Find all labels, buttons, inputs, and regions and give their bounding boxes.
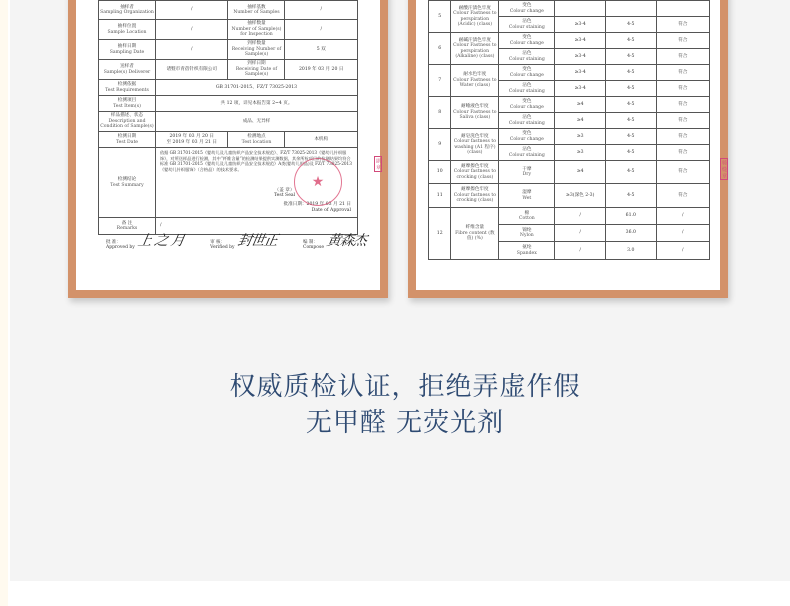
sub-item-en: Colour change [509,72,544,78]
handwritten-signature: 黄森杰 [325,233,368,249]
requirement: ≥4 [555,113,606,129]
left-edge-strip [0,0,8,606]
field-label: 检测地点 [247,134,266,140]
verdict: 符合 [656,49,709,65]
table-row [99,1,358,20]
requirement [555,1,606,17]
table-row [429,97,710,113]
result: 4-5 [606,65,657,81]
item-name-en: Colour Fastness to Water (class) [453,77,497,89]
sub-item: 沾色 [522,51,532,57]
sub-item: 变色 [522,67,532,73]
field-label: 抽样者 [120,4,134,10]
test-results-table [428,0,710,260]
item-name: 耐皂洗色牢度 [461,133,489,139]
item-name-en: Colour Fastness to perspiration (Acidic) (class) [453,11,497,27]
requirement: ≥3(深色 2-3) [555,184,606,208]
result: 4-5 [606,81,657,97]
field-label-en: Sampling Date [109,49,145,55]
test-date-to: 2019 年 03 月 21 日 [172,139,217,145]
requirement: ≥3 [555,145,606,161]
result: 4-5 [606,184,657,208]
item-name: 耐酸汗渍色牢度 [458,5,491,11]
field-label-en: Receiving Date of Sample(s) [235,66,278,78]
verdict [656,1,709,17]
verdict: 符合 [656,161,709,184]
result: 61.0 [606,208,657,225]
verdict: / [656,208,709,225]
sub-item: 氨纶 [522,245,532,251]
signature-compose [303,230,366,250]
certificate-showcase [10,0,790,581]
item-number: 6 [429,33,451,65]
requirement: ≥3-4 [555,81,606,97]
field-label: 样品描述、状态 [110,113,144,119]
sub-item-en: Colour change [509,104,544,110]
result: 4-5 [606,33,657,49]
field-label-en: Receiving Number of Sample(s) [231,46,282,58]
field-label-en: Test Item(s) [113,103,141,109]
field-label: 检测依据 [117,82,137,88]
table-row [99,40,358,60]
item-number: 9 [429,129,451,161]
item-name: 耐摩擦色牢度 [461,163,489,169]
field-label-en: Test Summary [110,182,144,188]
handwritten-signature: 上 之 月 [136,233,185,249]
sub-item: 湿摩 [522,190,532,196]
field-label: 抽样位置 [117,24,137,30]
table-row [429,161,710,184]
field-label: 检测结论 [117,177,137,183]
signature-label-en: Approved by [106,245,135,250]
result [606,1,657,17]
sub-item-en: Colour staining [508,88,545,94]
verdict: 符合 [656,184,709,208]
field-label: 抽样数量 [247,21,266,27]
approval-date: 批准日期：2019 年 03 月 21 日 [283,202,351,208]
item-name-en: Colour Fastness to Saliva (class) [453,109,497,121]
official-seal-icon: ★ [294,158,342,206]
table-row [99,20,358,40]
sub-item: 变色 [522,35,532,41]
field-label: 送样者 [120,64,134,70]
item-name-en: Colour Fastness to perspiration (Alkaline) (class) [453,43,497,59]
item-name-en: Colour fastness to washing (A1 程序) (class) [453,139,496,155]
sub-item-en: Spandex [516,250,537,256]
summary-text: 依据 GB 31701-2015《婴幼儿及儿童纺织产品安全技术规范》、FZ/T 73025-2013《婴幼儿针织服饰》，对所送样品进行检测，其中“纤维含量”的检测结果提供实测数据，其余所检项目的检测结果均符合标准 GB 31701-2015《婴幼儿及儿童纺织产品安全技术规范》A类(婴幼儿用品)及 FZ/T 73025-2013《婴幼儿针织服饰》（合格品）的技术要求。 [159,150,352,172]
field-label-en: Sample Location [107,29,147,35]
field-value: / [155,20,228,40]
signature-block [106,230,366,250]
field-label-en: Number of Sample(s) for Inspection [231,26,282,38]
field-label: 抽样基数 [247,4,266,10]
sub-item: 沾色 [522,19,532,25]
item-number: 11 [429,184,451,208]
field-label-en: Sample(s) Deliverer [103,69,151,75]
table-row [429,65,710,81]
field-label: 检测项目 [117,98,137,104]
field-value: 成品、无异样 [155,112,357,132]
verdict: 符合 [656,129,709,145]
result: 4-5 [606,113,657,129]
sub-item-en: Colour change [509,136,544,142]
field-label-en: Remarks [116,226,138,231]
item-name: 耐摩擦色牢度 [461,187,489,193]
result: 4-5 [606,17,657,33]
item-number: 12 [429,208,451,260]
sub-item: 变色 [522,99,532,105]
field-label-en: Test Date [115,139,139,145]
requirement: / [555,225,606,242]
field-label-en: Description and Condition of Sample(s) [100,118,154,130]
item-name-en: Colour fastness to crocking (class) [453,169,496,180]
sub-item-en: Colour staining [508,152,545,158]
field-label: 到样数量 [247,41,266,47]
result: 4-5 [606,161,657,184]
requirement: ≥3 [555,129,606,145]
sub-item: 干摩 [522,166,532,172]
verdict: 符合 [656,33,709,49]
table-row [99,132,358,148]
item-number: 8 [429,97,451,129]
field-label-en: Test Requirements [105,87,149,93]
table-row [429,129,710,145]
test-date-to-prefix: 至 [166,139,172,145]
verdict: 符合 [656,17,709,33]
signature-label: 审 核： [210,240,226,245]
table-row [99,60,358,80]
item-number: 5 [429,1,451,33]
headline-line-2: 无甲醛 无荧光剂 [305,408,505,438]
requirement: ≥3-4 [555,49,606,65]
field-value: / [155,218,357,235]
sub-item: 锦纶 [522,227,532,233]
table-row [429,184,710,208]
field-label: 抽样日期 [117,44,137,50]
field-value: / [285,1,358,20]
verdict: 符合 [656,81,709,97]
sub-item-en: Cotton [518,216,535,221]
right-certificate-frame [408,0,728,298]
seal-label-en: Test Seal [273,193,296,199]
field-label: 检测日期 [117,134,137,140]
signature-label-en: Compose [303,245,324,250]
verdict: 符合 [656,113,709,129]
result: 4-5 [606,145,657,161]
item-name-en: Fibre content (数值) (%) [455,230,495,242]
item-name: 耐唾液色牢度 [461,104,489,110]
field-value: 诸暨市青蓓针织有限公司 [155,60,228,80]
left-certificate-frame [68,0,388,298]
field-value: GB 31701-2015、FZ/T 73025-2013 [155,80,357,96]
signature-label-en: Verified by [210,245,235,250]
field-value: / [155,40,228,60]
sub-item: 沾色 [522,83,532,89]
seal-label: （盖 章） [274,188,295,193]
headline-line-1: 权威质检认证，拒绝弄虚作假 [229,372,581,402]
sub-item: 变色 [522,131,532,137]
table-row [99,96,358,112]
signature-verified [210,230,277,250]
sub-item-en: Nylon [519,233,534,238]
sub-item: 沾色 [522,147,532,153]
side-stamp: 骑 缝 章 [721,160,727,179]
field-label-en: Sampling Organization [100,10,154,15]
result: 3.0 [606,242,657,260]
sub-item: 棉 [524,210,530,216]
signature-label: 编 制： [303,240,318,245]
sub-item-en: Wet [522,195,532,201]
table-row [429,208,710,225]
requirement: ≥4 [555,161,606,184]
approval-date-en: Date of Approval [311,207,351,213]
field-label-en: Number of Samples [233,10,280,15]
result: 4-5 [606,49,657,65]
field-value: 共 12 项，详见本报告第 2~4 页。 [155,96,357,112]
sub-item-en: Colour staining [508,24,545,30]
sub-item-en: Colour change [509,8,544,14]
table-row [429,1,710,17]
handwritten-signature: 封世正 [236,233,278,249]
item-name: 耐碱汗渍色牢度 [458,37,491,43]
sub-item-en: Colour staining [508,56,545,62]
signature-approved [106,230,184,250]
sub-item: 沾色 [522,115,532,121]
requirement: / [555,208,606,225]
verdict: / [656,242,709,260]
item-name: 纤维含量 [465,225,485,231]
field-label-en: Test location [241,139,272,145]
signature-label: 批 准： [106,240,121,245]
result: 4-5 [606,129,657,145]
result: 4-5 [606,97,657,113]
table-row [99,80,358,96]
table-row [99,112,358,132]
sub-item-en: Colour staining [508,120,545,126]
table-row [429,33,710,49]
sub-item-en: Dry [522,172,532,177]
item-name-en: Colour fastness to crocking (class) [453,192,496,204]
side-stamp: 副 章 [375,158,381,170]
item-number: 10 [429,161,451,184]
sub-item: 变色 [522,3,532,9]
requirement: ≥4 [555,97,606,113]
requirement: ≥3-4 [555,65,606,81]
verdict: 符合 [656,145,709,161]
test-report-page-1 [76,0,380,290]
field-value: / [155,1,228,20]
test-date-from: 2019 年 03 月 20 日 [169,134,214,140]
field-label: 备 注 [121,220,133,226]
sub-item-en: Colour change [509,40,544,46]
field-label: 到样日期 [247,61,266,67]
result: 36.0 [606,225,657,242]
item-number: 7 [429,65,451,97]
verdict: / [656,225,709,242]
requirement: ≥3-4 [555,17,606,33]
field-value: 2019 年 03 月 20 日 [285,60,358,80]
field-value: / [285,20,358,40]
requirement: ≥3-4 [555,33,606,49]
item-name: 耐水色牢度 [463,72,487,78]
verdict: 符合 [656,65,709,81]
test-report-page-2 [416,0,727,290]
field-value: 5 双 [285,40,358,60]
field-value: 本机构 [285,132,358,148]
requirement: / [555,242,606,260]
verdict: 符合 [656,97,709,113]
